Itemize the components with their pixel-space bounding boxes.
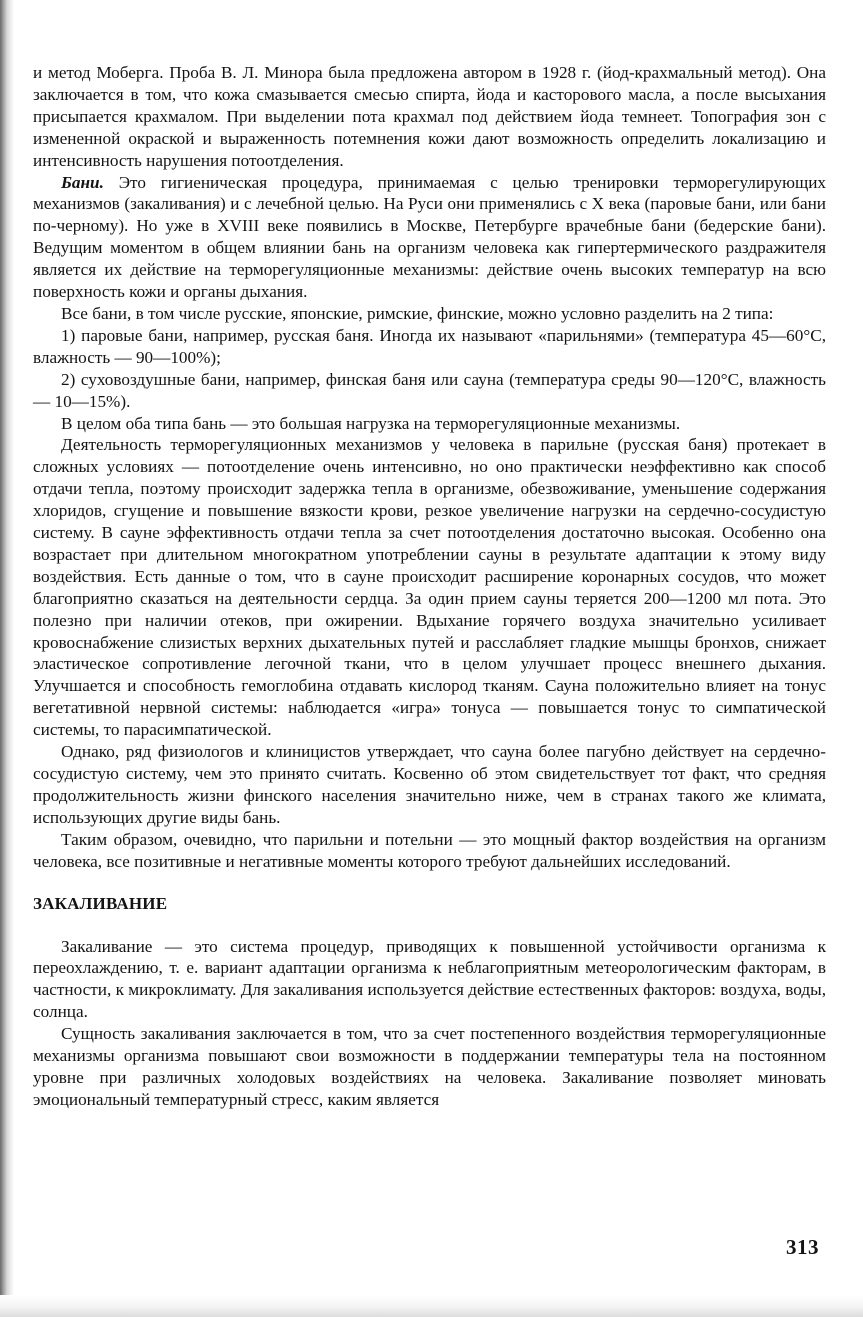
section-heading: ЗАКАЛИВАНИЕ <box>33 893 168 913</box>
term-bani: Бани. <box>61 172 104 192</box>
list-item-dry-baths: 2) суховоздушные бани, например, финская баня или сауна (температура среды 90—120°С, влажность — 10—15%). <box>33 369 826 411</box>
scan-shadow-bottom <box>0 1295 863 1317</box>
page-body <box>33 62 826 1111</box>
paragraph-conclusion: Таким образом, очевидно, что парильни и потельни — это мощный фактор воздействия на организм человека, все позитивные и негативные моменты которого требуют дальнейших исследований. <box>33 829 826 871</box>
paragraph-hardening-definition: Закаливание — это система процедур, приводящих к повышенной устойчивости организма к переохлаждению, т. е. вариант адаптации организма к неблагоприятным метеорологическим факторам, в частности, к микроклимату. Для закаливания используется действие естественных факторов: воздуха, воды, солнца. <box>33 936 826 1022</box>
paragraph-sauna-harm: Однако, ряд физиологов и клиницистов утверждает, что сауна более пагубно действует на сердечно-сосудистую систему, чем это принято считать. Косвенно об этом свидетельствует тот факт, что средняя продолжительность жизни финского населения значительно ниже, чем в странах такого же климата, использующих другие виды бань. <box>33 742 826 827</box>
paragraph-bani-text: Это гигиеническая процедура, принимаемая с целью тренировки терморегулирующих механизмов (закаливания) и с лечебной целью. На Руси они применялись с X века (паровые бани, или бани по-черному). Но уже в XVIII веке появились в Москве, Петербурге врачебные бани (бедерские бани). Ведущим моментом в общем влиянии бань на организм человека как гипертермического раздражителя является их действие на терморегуляционные механизмы: действие очень высоких температур на всю поверхность кожи и органы дыхания. <box>33 172 826 302</box>
paragraph-bath-types: Все бани, в том числе русские, японские, римские, финские, можно условно разделить на 2 типа: <box>61 303 774 323</box>
paragraph-hardening-essence: Сущность закаливания заключается в том, что за счет постепенного воздействия терморегуляционные механизмы организма повышают свои возможности в поддержании температуры тела на постоянном уровне при различных холодовых воздействиях на человека. Закаливание позволяет миновать эмоциональный температурный стресс, каким является <box>33 1024 826 1109</box>
paragraph-bani <box>33 172 826 303</box>
paragraph-thermoregulation: Деятельность терморегуляционных механизмов у человека в парильне (русская баня) протекает в сложных условиях — потоотделение очень интенсивно, но оно практически неэффективно как способ отдачи тепла, поэтому происходит задержка тепла в организме, обезвоживание, уменьшение содержания хлоридов, сгущение и повышение вязкости крови, резкое увеличение нагрузки на сердечно-сосудистую систему. В сауне эффективность отдачи тепла за счет потоотделения достаточно высокая. Особенно она возрастает при длительном многократном употреблении сауны в результате адаптации к этому виду воздействия. Есть данные о том, что в сауне происходит расширение коронарных сосудов, что может благоприятно сказаться на деятельности сердца. За один прием сауны теряется 200—1200 мл пота. Это полезно при наличии отеков, при ожирении. Вдыхание горячего воздуха значительно усиливает кровоснабжение слизистых верхних дыхательных путей и расслабляет гладкие мышцы бронхов, снижает эластическое сопротивление легочной ткани, что в целом улучшает процесс внешнего дыхания. Улучшается и способность гемоглобина отдавать кислород тканям. Сауна положительно влияет на тонус вегетативной нервной системы: наблюдается «игра» тонуса — повышается тонус то симпатической системы, то парасимпатической. <box>33 435 826 740</box>
list-item-steam-baths: 1) паровые бани, например, русская баня. Иногда их называют «парильнями» (температура 45—60°С, влажность — 90—100%); <box>33 325 826 367</box>
paragraph-load: В целом оба типа бань — это большая нагрузка на терморегуляционные механизмы. <box>61 413 681 433</box>
paragraph-minor-test: и метод Моберга. Проба В. Л. Минора была предложена автором в 1928 г. (йод-крахмальный метод). Она заключается в том, что кожа смазывается смесью спирта, йода и касторового масла, а после высыхания присыпается крахмалом. При выделении пота крахмал под действием йода темнеет. Топография зон с измененной окраской и выраженность потемнения кожи дают возможность определить локализацию и интенсивность нарушения потоотделения. <box>33 63 826 170</box>
scan-shadow-left <box>0 0 14 1317</box>
page-number: 313 <box>786 1235 819 1259</box>
